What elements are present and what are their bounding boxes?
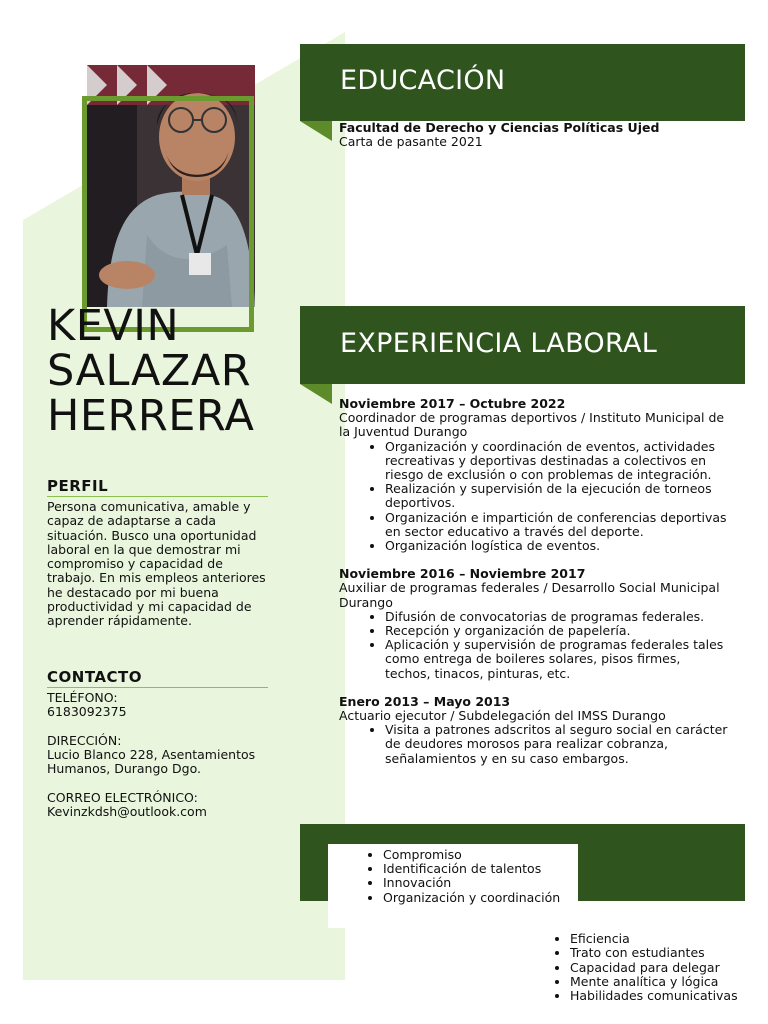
list-item: • Mente analítica y lógica xyxy=(570,975,763,989)
list-item: • Visita a patrones adscritos al seguro social en carácter de deudores morosos para realizar cobranza, señalamientos y en su caso embargos. xyxy=(385,723,729,766)
school-name: Facultad de Derecho y Ciencias Políticas Ujed xyxy=(339,120,660,135)
address-value: Lucio Blanco 228, Asentamientos Humanos, Durango Dgo. xyxy=(47,747,256,777)
list-item: • Capacidad para delegar xyxy=(570,961,763,975)
educacion-heading: EDUCACIÓN xyxy=(340,65,506,96)
list-item: • Difusión de convocatorias de programas federales. xyxy=(385,610,729,624)
educacion-band-corner xyxy=(300,121,332,141)
list-item: • Habilidades comunicativas xyxy=(570,989,763,1003)
educacion-content xyxy=(339,121,729,149)
email-label: CORREO ELECTRÓNICO: xyxy=(47,790,198,806)
address-label: DIRECCIÓN: xyxy=(47,732,122,748)
middle-name: SALAZAR xyxy=(47,346,252,396)
experiencia-content xyxy=(339,397,729,780)
first-name: KEVIN xyxy=(47,301,180,351)
job-duties xyxy=(339,610,729,681)
phone-value: 6183092375 xyxy=(47,704,127,720)
last-name: HERRERA xyxy=(47,391,255,441)
skills-left-box xyxy=(328,844,578,928)
job-entry xyxy=(339,695,729,766)
list-item: • Organización y coordinación xyxy=(383,891,578,905)
skills-right-list xyxy=(523,932,763,1003)
skills-left-list xyxy=(328,848,578,905)
list-item: • Realización y supervisión de la ejecución de torneos deportivos. xyxy=(385,482,729,510)
list-item: • Compromiso xyxy=(383,848,578,862)
list-item: • Organización logística de eventos. xyxy=(385,539,729,553)
job-dates: Enero 2013 – Mayo 2013 xyxy=(339,693,511,709)
perfil-heading: PERFIL xyxy=(47,477,268,497)
list-item: • Organización y coordinación de eventos, actividades recreativas y deportivas destinadas a colectivos en riesgo de exclusión o con problemas de integración. xyxy=(385,440,729,483)
job-title: Coordinador de programas deportivos / Instituto Municipal de la Juventud Durango xyxy=(339,410,725,440)
list-item: • Aplicación y supervisión de programas federales tales como entrega de boileres solares, pisos firmes, techos, tinacos, pinturas, etc. xyxy=(385,638,729,681)
photo-frame xyxy=(82,96,254,332)
list-item: • Organización e impartición de conferencias deportivas en sector educativo a través del deporte. xyxy=(385,511,729,539)
experiencia-band xyxy=(300,306,745,384)
job-title: Auxiliar de programas federales / Desarrollo Social Municipal Durango xyxy=(339,580,720,610)
school-detail: Carta de pasante 2021 xyxy=(339,134,483,150)
contacto-details xyxy=(47,691,269,820)
job-duties xyxy=(339,723,729,766)
experiencia-band-corner xyxy=(300,384,332,404)
list-item: • Trato con estudiantes xyxy=(570,946,763,960)
job-entry xyxy=(339,397,729,553)
perfil-text: Persona comunicativa, amable y capaz de adaptarse a cada situación. Busco una oportunidad laboral en la que demostrar mi compromiso y capacidad de trabajo. En mis empleos anteriores he destacado por mi buena productividad y mi capacidad de aprender rápidamente. xyxy=(47,499,266,629)
phone-label: TELÉFONO: xyxy=(47,690,118,705)
educacion-band xyxy=(300,44,745,121)
list-item: • Innovación xyxy=(383,876,578,890)
job-title: Actuario ejecutor / Subdelegación del IMSS Durango xyxy=(339,708,666,724)
list-item: • Identificación de talentos xyxy=(383,862,578,876)
skills-right-box xyxy=(523,932,763,1006)
list-item: • Recepción y organización de papelería. xyxy=(385,624,729,638)
full-name xyxy=(47,301,277,441)
list-item: • Eficiencia xyxy=(570,932,763,946)
job-entry xyxy=(339,567,729,681)
email-value[interactable]: Kevinzkdsh@outlook.com xyxy=(47,804,207,820)
job-duties xyxy=(339,440,729,554)
experiencia-heading: EXPERIENCIA LABORAL xyxy=(340,328,658,359)
job-dates: Noviembre 2016 – Noviembre 2017 xyxy=(339,566,586,582)
job-dates: Noviembre 2017 – Octubre 2022 xyxy=(339,396,566,411)
contacto-heading: CONTACTO xyxy=(47,668,268,688)
